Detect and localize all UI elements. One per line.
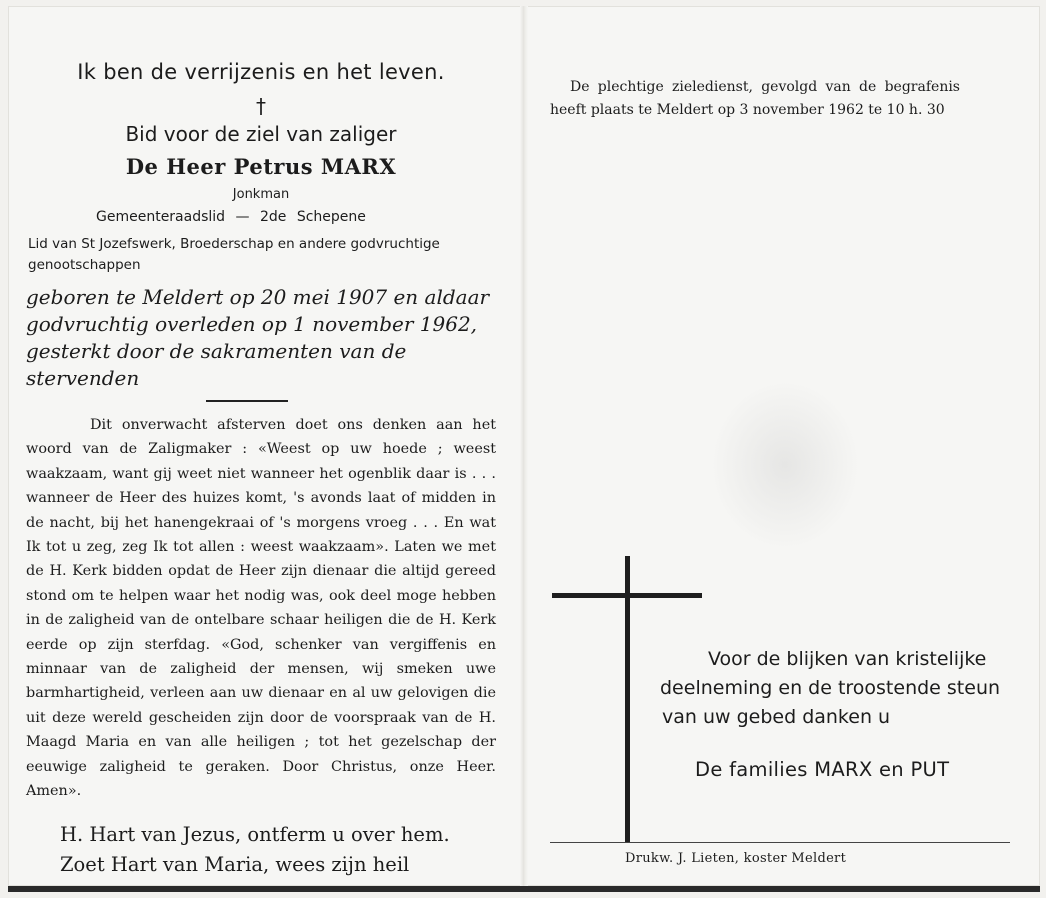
faded-portrait-watermark xyxy=(710,380,860,550)
service-notice-text: De plechtige zieledienst, gevolgd van de begrafenis heeft plaats te Meldert op 3 november 1962 te 10 h. 30 xyxy=(550,79,960,118)
prayer-request: Bid voor de ziel van zaliger xyxy=(125,122,397,146)
function-separator: — xyxy=(235,209,250,225)
function-councillor: Gemeenteraadslid xyxy=(96,209,226,225)
body-paragraph: Dit onverwacht afsterven doet ons denken aan het woord van de Zaligmaker : «Weest op uw hoede ; weest waakzaam, want gij weet niet wanneer het ogenblik daar is . . . wanneer de Heer des huizes komt, 's avonds laat of midden in de nacht, bij het hanengekraai of 's morgens vroeg . . . En wat Ik tot u zeg, zeg Ik tot allen : weest waakzaam». Laten we met de H. Kerk bidden opdat de Heer zijn dienaar die altijd gereed stond om te helpen waar het nodig was, ook deel moge hebben in de zaligheid van de ontelbare schaar heiligen die de H. Kerk eerde op zijn sterfdag. «God, schenker van vergiffenis en minnaar van de zaligheid der mensen, wij smeken uwe barmhartigheid, verleen aan uw dienaar en al uw gelovigen die uit deze wereld gescheiden zijn door de voorspraak van de H. Maagd Maria en van alle heiligen ; tot het gezelschap der eeuwige zaligheid te geraken. Door Christus, onze Heer. Amen». xyxy=(26,417,496,800)
thanks-line-2: deelneming en de troostende steun xyxy=(660,677,1001,699)
large-cross-icon xyxy=(625,556,630,842)
cross-icon: † xyxy=(256,94,266,118)
divider xyxy=(206,400,288,402)
families: De families MARX en PUT xyxy=(695,758,950,781)
card-fold xyxy=(520,6,528,886)
thanks-line-3: van uw gebed danken u xyxy=(662,706,891,728)
printer-credit: Drukw. J. Lieten, koster Meldert xyxy=(625,851,847,866)
membership: Lid van St Jozefswerk, Broederschap en andere godvruchtige genootschappen xyxy=(28,236,440,273)
birth-death: geboren te Meldert op 20 mei 1907 en aldaar godvruchtig overleden op 1 november 1962, gesterkt door de sakramenten van de stervenden xyxy=(26,285,490,390)
thanks-block xyxy=(660,645,1030,732)
invocation-mary: Zoet Hart van Maria, wees zijn heil xyxy=(60,853,410,876)
deceased-name: De Heer Petrus MARX xyxy=(125,154,397,179)
marital-status: Jonkman xyxy=(232,187,290,202)
service-notice xyxy=(550,76,960,122)
motto: Ik ben de verrijzenis en het leven. xyxy=(77,60,445,84)
printer-rule xyxy=(550,842,1010,843)
functions xyxy=(96,209,366,225)
thanks-line-1: Voor de blijken van kristelijke xyxy=(708,648,987,670)
body-text xyxy=(26,413,496,804)
large-cross-bar xyxy=(552,593,702,598)
function-alderman: 2de Schepene xyxy=(259,209,366,225)
invocations xyxy=(60,820,450,880)
invocation-sacred-heart: H. Hart van Jezus, ontferm u over hem. xyxy=(60,823,450,846)
